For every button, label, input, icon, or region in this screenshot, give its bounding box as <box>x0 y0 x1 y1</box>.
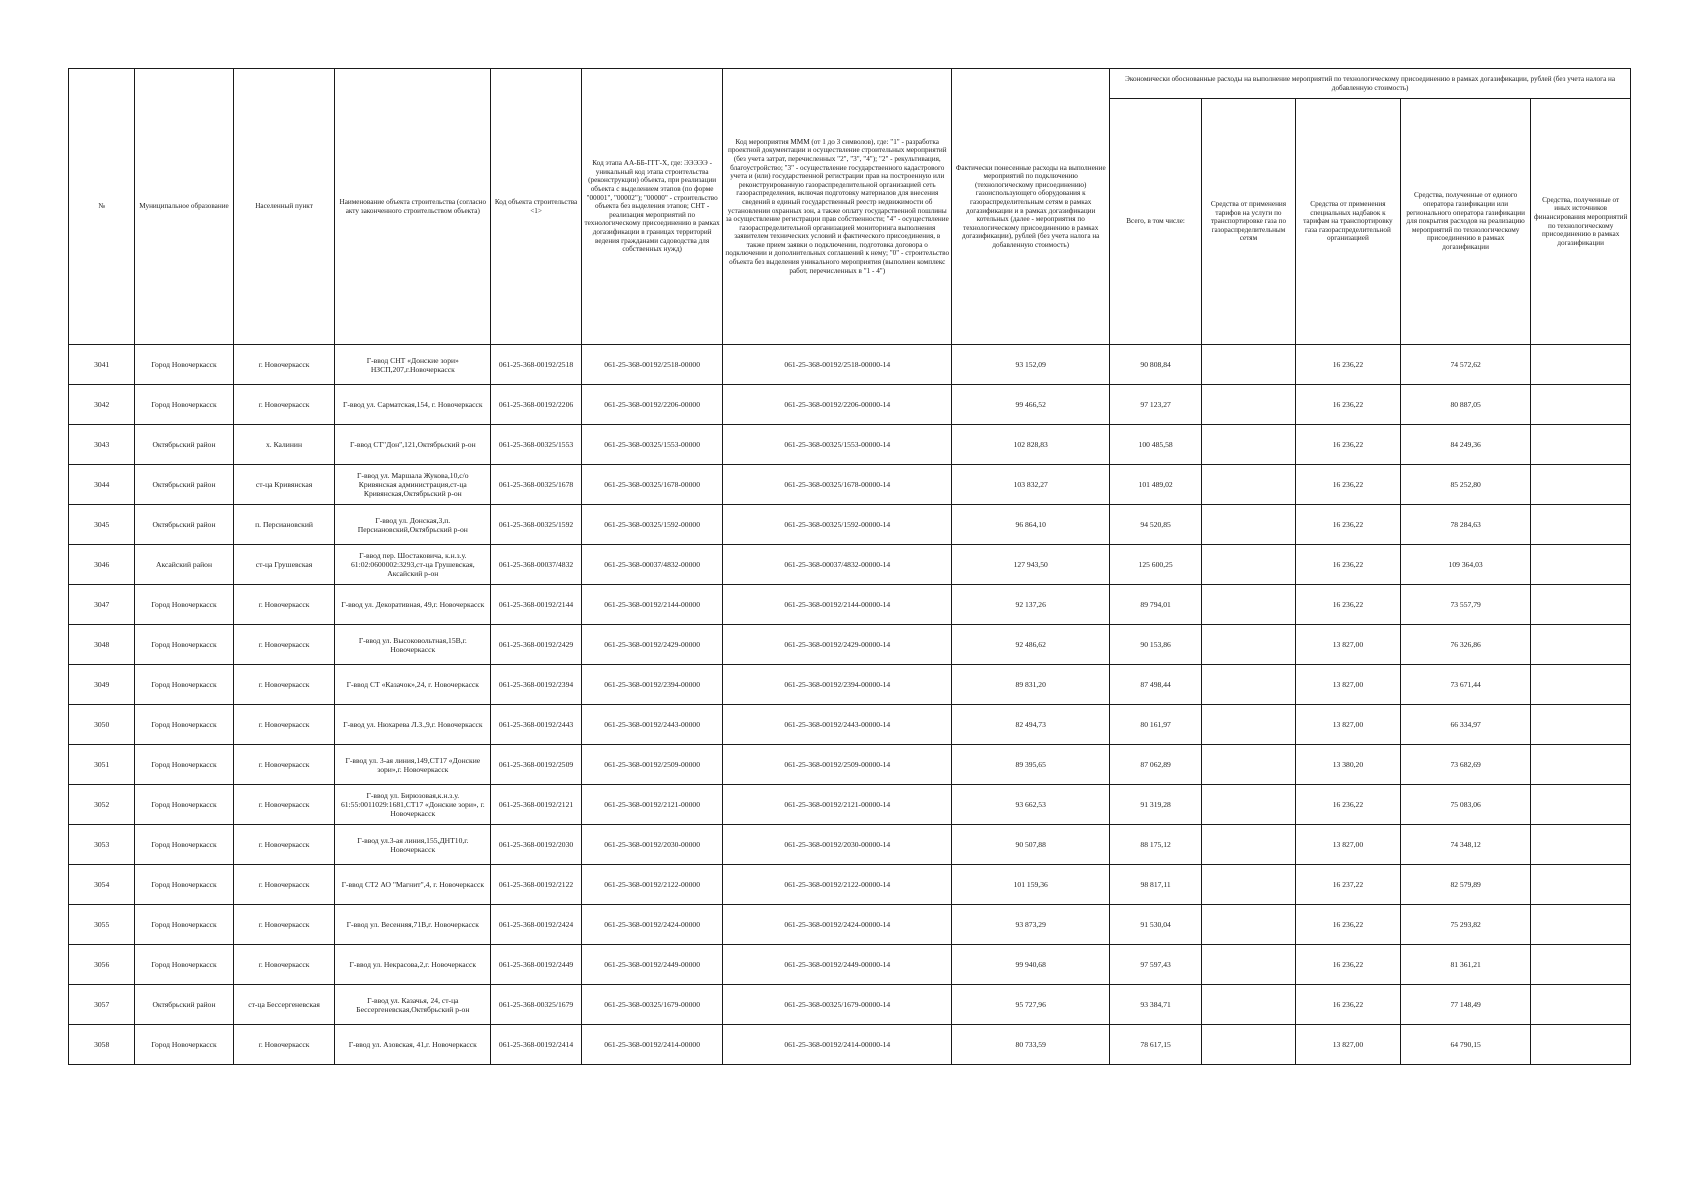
cell-operator: 82 579,89 <box>1400 865 1530 905</box>
cell-total: 91 319,28 <box>1110 785 1202 825</box>
cell-stage-code: 061-25-368-00192/2509-00000 <box>581 745 722 785</box>
header-other: Средства, полученные от иных источников финансирования мероприятий по технологическому присоединению в рамках догазификации <box>1531 99 1631 345</box>
cell-object-code: 061-25-368-00192/2414 <box>491 1025 582 1065</box>
cell-operator: 74 348,12 <box>1400 825 1530 865</box>
cell-total: 97 123,27 <box>1110 385 1202 425</box>
cell-operator: 77 148,49 <box>1400 985 1530 1025</box>
cell-surcharge: 16 236,22 <box>1295 385 1400 425</box>
cell-municipality: Город Новочеркасск <box>135 665 233 705</box>
cell-actual: 99 940,68 <box>952 945 1110 985</box>
cell-actual: 93 873,29 <box>952 905 1110 945</box>
cell-object-code: 061-25-368-00192/2121 <box>491 785 582 825</box>
cell-total: 89 794,01 <box>1110 585 1202 625</box>
header-tariff: Средства от применения тарифов на услуги по транспортировке газа по газораспределительным сетям <box>1201 99 1295 345</box>
cell-surcharge: 13 827,00 <box>1295 1025 1400 1065</box>
cell-municipality: Город Новочеркасск <box>135 585 233 625</box>
header-object-name: Наименование объекта строительства (согласно акту законченного строительством объекта) <box>335 69 491 345</box>
cell-actual: 89 395,65 <box>952 745 1110 785</box>
cell-total: 91 530,04 <box>1110 905 1202 945</box>
cell-operator: 75 293,82 <box>1400 905 1530 945</box>
cell-other <box>1531 1025 1631 1065</box>
cell-operator: 75 083,06 <box>1400 785 1530 825</box>
gasification-expenses-table <box>68 68 1631 1065</box>
cell-object-name: Г-ввод СНТ «Донские зори» НЗСП,207,г.Новочеркасск <box>335 345 491 385</box>
cell-stage-code: 061-25-368-00192/2030-00000 <box>581 825 722 865</box>
cell-event-code: 061-25-368-00192/2121-00000-14 <box>723 785 952 825</box>
cell-total: 87 062,89 <box>1110 745 1202 785</box>
cell-other <box>1531 545 1631 585</box>
cell-settlement: г. Новочеркасск <box>233 1025 335 1065</box>
cell-settlement: ст-ца Грушевская <box>233 545 335 585</box>
cell-surcharge: 16 236,22 <box>1295 905 1400 945</box>
cell-object-code: 061-25-368-00192/2394 <box>491 665 582 705</box>
cell-num: 3041 <box>69 345 135 385</box>
cell-object-name: Г-ввод ул. Донская,3,п. Персиановский,Октябрьский р-он <box>335 505 491 545</box>
cell-total: 88 175,12 <box>1110 825 1202 865</box>
cell-tariff <box>1201 705 1295 745</box>
cell-object-code: 061-25-368-00192/2449 <box>491 945 582 985</box>
cell-settlement: г. Новочеркасск <box>233 945 335 985</box>
table-row <box>69 385 1631 425</box>
cell-num: 3044 <box>69 465 135 505</box>
cell-settlement: г. Новочеркасск <box>233 825 335 865</box>
cell-event-code: 061-25-368-00192/2394-00000-14 <box>723 665 952 705</box>
cell-operator: 73 557,79 <box>1400 585 1530 625</box>
cell-event-code: 061-25-368-00192/2443-00000-14 <box>723 705 952 745</box>
cell-stage-code: 061-25-368-00037/4832-00000 <box>581 545 722 585</box>
cell-object-code: 061-25-368-00192/2518 <box>491 345 582 385</box>
cell-actual: 96 864,10 <box>952 505 1110 545</box>
header-operator: Средства, полученные от единого оператора газификации или регионального оператора газификации для покрытия расходов на реализацию мероприятий по технологическому присоединению в рамках догазификации <box>1400 99 1530 345</box>
cell-event-code: 061-25-368-00325/1679-00000-14 <box>723 985 952 1025</box>
cell-object-name: Г-ввод ул. Декоративная, 49,г. Новочеркасск <box>335 585 491 625</box>
cell-municipality: Город Новочеркасск <box>135 1025 233 1065</box>
cell-num: 3056 <box>69 945 135 985</box>
cell-stage-code: 061-25-368-00325/1553-00000 <box>581 425 722 465</box>
table-row <box>69 425 1631 465</box>
cell-num: 3043 <box>69 425 135 465</box>
header-event-code: Код мероприятия МММ (от 1 до 3 символов), где: "1" - разработка проектной документации и осуществление строительных мероприятий (без учета затрат, перечисленных "2", "3", "4"); "2" - рекультивация, благоустройство; "3" - осуществление государственного кадастрового учета и (или) государственной регистрации прав на построенную или реконструированную газораспределительной организацией сеть газораспределения, включая подготовку материалов для внесения сведений в единый государственный реестр недвижимости об установлении охранных зон, а также оплату государственной пошлины за осуществление регистрации прав собственности; "4" - осуществление газораспределительной организацией мониторинга выполнения заявителем технических условий и фактического присоединения, в также прием заявки о подключении, подготовка договора о подключении и дополнительных соглашений к нему; "0" - строительство объекта без выделения уникального мероприятия (выполнен комплекс работ, перечисленных в "1 - 4") <box>723 69 952 345</box>
cell-operator: 73 671,44 <box>1400 665 1530 705</box>
cell-total: 100 485,58 <box>1110 425 1202 465</box>
table-row <box>69 945 1631 985</box>
header-economic-group: Экономически обоснованные расходы на выполнение мероприятий по технологическому присоединению в рамках догазификации, рублей (без учета налога на добавленную стоимость) <box>1110 69 1631 99</box>
header-total: Всего, в том числе: <box>1110 99 1202 345</box>
header-object-code: Код объекта строительства <1> <box>491 69 582 345</box>
cell-municipality: Город Новочеркасск <box>135 785 233 825</box>
cell-operator: 73 682,69 <box>1400 745 1530 785</box>
cell-other <box>1531 985 1631 1025</box>
cell-surcharge: 16 236,22 <box>1295 985 1400 1025</box>
cell-object-code: 061-25-368-00192/2429 <box>491 625 582 665</box>
cell-tariff <box>1201 745 1295 785</box>
cell-num: 3052 <box>69 785 135 825</box>
cell-actual: 103 832,27 <box>952 465 1110 505</box>
cell-num: 3054 <box>69 865 135 905</box>
cell-stage-code: 061-25-368-00192/2424-00000 <box>581 905 722 945</box>
cell-total: 94 520,85 <box>1110 505 1202 545</box>
cell-operator: 74 572,62 <box>1400 345 1530 385</box>
cell-municipality: Город Новочеркасск <box>135 705 233 745</box>
cell-other <box>1531 465 1631 505</box>
cell-surcharge: 16 236,22 <box>1295 505 1400 545</box>
cell-stage-code: 061-25-368-00325/1678-00000 <box>581 465 722 505</box>
cell-surcharge: 13 827,00 <box>1295 625 1400 665</box>
cell-object-code: 061-25-368-00192/2443 <box>491 705 582 745</box>
cell-surcharge: 16 236,22 <box>1295 785 1400 825</box>
cell-other <box>1531 345 1631 385</box>
cell-tariff <box>1201 545 1295 585</box>
cell-settlement: г. Новочеркасск <box>233 585 335 625</box>
cell-object-name: Г-ввод ул. Высоковольтная,15В,г. Новочеркасск <box>335 625 491 665</box>
cell-municipality: Октябрьский район <box>135 985 233 1025</box>
table-row <box>69 625 1631 665</box>
cell-object-code: 061-25-368-00325/1679 <box>491 985 582 1025</box>
cell-municipality: Город Новочеркасск <box>135 825 233 865</box>
cell-municipality: Город Новочеркасск <box>135 625 233 665</box>
cell-object-name: Г-ввод ул. Казачья, 24, ст-ца Бессергеневская,Октябрьский р-он <box>335 985 491 1025</box>
cell-other <box>1531 785 1631 825</box>
cell-other <box>1531 585 1631 625</box>
cell-surcharge: 16 237,22 <box>1295 865 1400 905</box>
cell-stage-code: 061-25-368-00192/2144-00000 <box>581 585 722 625</box>
table-row <box>69 505 1631 545</box>
cell-settlement: г. Новочеркасск <box>233 665 335 705</box>
table-row <box>69 865 1631 905</box>
cell-stage-code: 061-25-368-00192/2394-00000 <box>581 665 722 705</box>
table-row <box>69 825 1631 865</box>
cell-actual: 89 831,20 <box>952 665 1110 705</box>
table-row <box>69 665 1631 705</box>
cell-surcharge: 16 236,22 <box>1295 465 1400 505</box>
cell-num: 3058 <box>69 1025 135 1065</box>
cell-tariff <box>1201 345 1295 385</box>
cell-settlement: п. Персиановский <box>233 505 335 545</box>
cell-surcharge: 16 236,22 <box>1295 945 1400 985</box>
cell-settlement: ст-ца Бессергеневская <box>233 985 335 1025</box>
cell-event-code: 061-25-368-00192/2424-00000-14 <box>723 905 952 945</box>
cell-num: 3057 <box>69 985 135 1025</box>
cell-municipality: Город Новочеркасск <box>135 865 233 905</box>
cell-operator: 109 364,03 <box>1400 545 1530 585</box>
cell-object-code: 061-25-368-00037/4832 <box>491 545 582 585</box>
cell-stage-code: 061-25-368-00192/2206-00000 <box>581 385 722 425</box>
cell-object-code: 061-25-368-00192/2122 <box>491 865 582 905</box>
cell-object-name: Г-ввод СТ «Казачок»,24, г. Новочеркасск <box>335 665 491 705</box>
cell-event-code: 061-25-368-00037/4832-00000-14 <box>723 545 952 585</box>
cell-settlement: г. Новочеркасск <box>233 385 335 425</box>
cell-other <box>1531 825 1631 865</box>
header-stage-code: Код этапа АА-ББ-ГГГ-Х, где: ЭЭЭЭЭ - уникальный код этапа строительства (реконструкции) объекта, при реализации объекта с выделением этапов (по форме "00001", "00002"); "00000" - строительство объекта без выделения этапов; СНТ - реализация мероприятий по технологическому присоединению в рамках догазификации в границах территорий ведения гражданами садоводства для собственных нужд) <box>581 69 722 345</box>
cell-other <box>1531 905 1631 945</box>
cell-actual: 92 486,62 <box>952 625 1110 665</box>
cell-num: 3051 <box>69 745 135 785</box>
cell-object-name: Г-ввод пер. Шостаковича, к.н.з.у. 61:02:0600002:3293,ст-ца Грушевская, Аксайский р-он <box>335 545 491 585</box>
cell-other <box>1531 625 1631 665</box>
cell-total: 90 808,84 <box>1110 345 1202 385</box>
cell-object-name: Г-ввод СТ2 АО "Магнит",4, г. Новочеркасск <box>335 865 491 905</box>
cell-actual: 127 943,50 <box>952 545 1110 585</box>
cell-tariff <box>1201 385 1295 425</box>
cell-settlement: г. Новочеркасск <box>233 345 335 385</box>
cell-object-name: Г-ввод ул. Некрасова,2,г. Новочеркасск <box>335 945 491 985</box>
cell-total: 97 597,43 <box>1110 945 1202 985</box>
cell-settlement: г. Новочеркасск <box>233 865 335 905</box>
cell-tariff <box>1201 985 1295 1025</box>
cell-other <box>1531 945 1631 985</box>
cell-event-code: 061-25-368-00192/2509-00000-14 <box>723 745 952 785</box>
cell-other <box>1531 705 1631 745</box>
cell-object-code: 061-25-368-00325/1592 <box>491 505 582 545</box>
cell-event-code: 061-25-368-00192/2030-00000-14 <box>723 825 952 865</box>
cell-tariff <box>1201 425 1295 465</box>
cell-settlement: г. Новочеркасск <box>233 745 335 785</box>
cell-stage-code: 061-25-368-00192/2121-00000 <box>581 785 722 825</box>
cell-event-code: 061-25-368-00192/2518-00000-14 <box>723 345 952 385</box>
cell-num: 3046 <box>69 545 135 585</box>
table-row <box>69 705 1631 745</box>
header-actual-expenses: Фактически понесенные расходы на выполнение мероприятий по подключению (технологическому присоединению) газоиспользующего оборудования к газораспределительным сетям в рамках догазификации и в рамках догазификации котельных (далее - мероприятия по технологическому присоединению в рамках догазификации), рублей (без учета налога на добавленную стоимость) <box>952 69 1110 345</box>
cell-stage-code: 061-25-368-00192/2443-00000 <box>581 705 722 745</box>
cell-object-code: 061-25-368-00325/1678 <box>491 465 582 505</box>
table-row <box>69 545 1631 585</box>
cell-object-name: Г-ввод ул.3-ая линия,155,ДНТ10,г. Новочеркасск <box>335 825 491 865</box>
header-surcharge: Средства от применения специальных надбавок к тарифам на транспортировку газа газораспределительной организацией <box>1295 99 1400 345</box>
cell-total: 90 153,86 <box>1110 625 1202 665</box>
header-num: № <box>69 69 135 345</box>
table-row <box>69 345 1631 385</box>
cell-operator: 66 334,97 <box>1400 705 1530 745</box>
cell-tariff <box>1201 505 1295 545</box>
cell-surcharge: 13 380,20 <box>1295 745 1400 785</box>
table-row <box>69 1025 1631 1065</box>
cell-settlement: г. Новочеркасск <box>233 785 335 825</box>
table-row <box>69 465 1631 505</box>
cell-other <box>1531 745 1631 785</box>
table-row <box>69 905 1631 945</box>
cell-object-code: 061-25-368-00192/2030 <box>491 825 582 865</box>
cell-num: 3050 <box>69 705 135 745</box>
cell-event-code: 061-25-368-00325/1553-00000-14 <box>723 425 952 465</box>
cell-settlement: г. Новочеркасск <box>233 705 335 745</box>
cell-tariff <box>1201 905 1295 945</box>
cell-event-code: 061-25-368-00192/2414-00000-14 <box>723 1025 952 1065</box>
cell-settlement: г. Новочеркасск <box>233 905 335 945</box>
cell-operator: 76 326,86 <box>1400 625 1530 665</box>
cell-operator: 85 252,80 <box>1400 465 1530 505</box>
table-row <box>69 585 1631 625</box>
cell-total: 78 617,15 <box>1110 1025 1202 1065</box>
cell-total: 98 817,11 <box>1110 865 1202 905</box>
cell-num: 3055 <box>69 905 135 945</box>
cell-operator: 64 790,15 <box>1400 1025 1530 1065</box>
cell-total: 87 498,44 <box>1110 665 1202 705</box>
cell-municipality: Октябрьский район <box>135 425 233 465</box>
cell-event-code: 061-25-368-00325/1592-00000-14 <box>723 505 952 545</box>
cell-municipality: Город Новочеркасск <box>135 745 233 785</box>
cell-object-name: Г-ввод ул. Весенняя,71В,г. Новочеркасск <box>335 905 491 945</box>
table-row <box>69 745 1631 785</box>
cell-num: 3048 <box>69 625 135 665</box>
cell-object-code: 061-25-368-00192/2424 <box>491 905 582 945</box>
cell-surcharge: 16 236,22 <box>1295 425 1400 465</box>
cell-municipality: Аксайский район <box>135 545 233 585</box>
table-row <box>69 785 1631 825</box>
cell-object-code: 061-25-368-00325/1553 <box>491 425 582 465</box>
cell-municipality: Октябрьский район <box>135 465 233 505</box>
cell-operator: 78 284,63 <box>1400 505 1530 545</box>
cell-object-code: 061-25-368-00192/2144 <box>491 585 582 625</box>
cell-object-name: Г-ввод ул. Нюхарева Л.З.,9,г. Новочеркасск <box>335 705 491 745</box>
cell-surcharge: 13 827,00 <box>1295 825 1400 865</box>
cell-municipality: Город Новочеркасск <box>135 345 233 385</box>
cell-actual: 95 727,96 <box>952 985 1110 1025</box>
cell-settlement: ст-ца Кривянская <box>233 465 335 505</box>
cell-actual: 93 152,09 <box>952 345 1110 385</box>
cell-other <box>1531 385 1631 425</box>
cell-event-code: 061-25-368-00192/2122-00000-14 <box>723 865 952 905</box>
cell-actual: 101 159,36 <box>952 865 1110 905</box>
cell-object-name: Г-ввод ул. Сарматская,154, г. Новочеркасск <box>335 385 491 425</box>
cell-other <box>1531 865 1631 905</box>
cell-surcharge: 16 236,22 <box>1295 345 1400 385</box>
cell-other <box>1531 665 1631 705</box>
cell-other <box>1531 425 1631 465</box>
cell-operator: 80 887,05 <box>1400 385 1530 425</box>
cell-settlement: г. Новочеркасск <box>233 625 335 665</box>
cell-stage-code: 061-25-368-00192/2429-00000 <box>581 625 722 665</box>
cell-stage-code: 061-25-368-00192/2518-00000 <box>581 345 722 385</box>
cell-event-code: 061-25-368-00192/2144-00000-14 <box>723 585 952 625</box>
cell-stage-code: 061-25-368-00192/2122-00000 <box>581 865 722 905</box>
table-row <box>69 985 1631 1025</box>
cell-object-name: Г-ввод СТ"Дон",121,Октябрьский р-он <box>335 425 491 465</box>
cell-municipality: Город Новочеркасск <box>135 385 233 425</box>
cell-num: 3053 <box>69 825 135 865</box>
cell-event-code: 061-25-368-00192/2429-00000-14 <box>723 625 952 665</box>
cell-tariff <box>1201 865 1295 905</box>
cell-num: 3049 <box>69 665 135 705</box>
cell-num: 3047 <box>69 585 135 625</box>
cell-total: 80 161,97 <box>1110 705 1202 745</box>
cell-other <box>1531 505 1631 545</box>
cell-object-code: 061-25-368-00192/2509 <box>491 745 582 785</box>
cell-tariff <box>1201 1025 1295 1065</box>
cell-tariff <box>1201 585 1295 625</box>
cell-surcharge: 16 236,22 <box>1295 545 1400 585</box>
cell-municipality: Город Новочеркасск <box>135 945 233 985</box>
cell-settlement: х. Калинин <box>233 425 335 465</box>
cell-object-name: Г-ввод ул. Азовская, 41,г. Новочеркасск <box>335 1025 491 1065</box>
cell-tariff <box>1201 825 1295 865</box>
cell-actual: 82 494,73 <box>952 705 1110 745</box>
cell-municipality: Город Новочеркасск <box>135 905 233 945</box>
cell-stage-code: 061-25-368-00192/2449-00000 <box>581 945 722 985</box>
cell-tariff <box>1201 665 1295 705</box>
cell-stage-code: 061-25-368-00325/1592-00000 <box>581 505 722 545</box>
cell-total: 125 600,25 <box>1110 545 1202 585</box>
cell-actual: 99 466,52 <box>952 385 1110 425</box>
cell-actual: 90 507,88 <box>952 825 1110 865</box>
cell-tariff <box>1201 465 1295 505</box>
header-municipality: Муниципальное образование <box>135 69 233 345</box>
cell-actual: 93 662,53 <box>952 785 1110 825</box>
cell-tariff <box>1201 945 1295 985</box>
cell-actual: 102 828,83 <box>952 425 1110 465</box>
cell-total: 101 489,02 <box>1110 465 1202 505</box>
cell-event-code: 061-25-368-00325/1678-00000-14 <box>723 465 952 505</box>
cell-tariff <box>1201 785 1295 825</box>
cell-surcharge: 13 827,00 <box>1295 705 1400 745</box>
cell-num: 3042 <box>69 385 135 425</box>
cell-object-name: Г-ввод ул. Бирюзовая,к.н.з.у. 61:55:0011029:1681,СТ17 «Донские зори», г. Новочеркасск <box>335 785 491 825</box>
cell-event-code: 061-25-368-00192/2206-00000-14 <box>723 385 952 425</box>
cell-surcharge: 13 827,00 <box>1295 665 1400 705</box>
cell-municipality: Октябрьский район <box>135 505 233 545</box>
cell-stage-code: 061-25-368-00325/1679-00000 <box>581 985 722 1025</box>
cell-tariff <box>1201 625 1295 665</box>
cell-object-name: Г-ввод ул. 3-ая линия,149,СТ17 «Донские зори»,г. Новочеркасск <box>335 745 491 785</box>
cell-operator: 84 249,36 <box>1400 425 1530 465</box>
cell-stage-code: 061-25-368-00192/2414-00000 <box>581 1025 722 1065</box>
cell-operator: 81 361,21 <box>1400 945 1530 985</box>
cell-total: 93 384,71 <box>1110 985 1202 1025</box>
cell-object-name: Г-ввод ул. Маршала Жукова,10,с/о Кривянская администрация,ст-ца Кривянская,Октябрьский р-он <box>335 465 491 505</box>
cell-event-code: 061-25-368-00192/2449-00000-14 <box>723 945 952 985</box>
cell-object-code: 061-25-368-00192/2206 <box>491 385 582 425</box>
cell-actual: 92 137,26 <box>952 585 1110 625</box>
cell-surcharge: 16 236,22 <box>1295 585 1400 625</box>
header-settlement: Населенный пункт <box>233 69 335 345</box>
cell-num: 3045 <box>69 505 135 545</box>
cell-actual: 80 733,59 <box>952 1025 1110 1065</box>
